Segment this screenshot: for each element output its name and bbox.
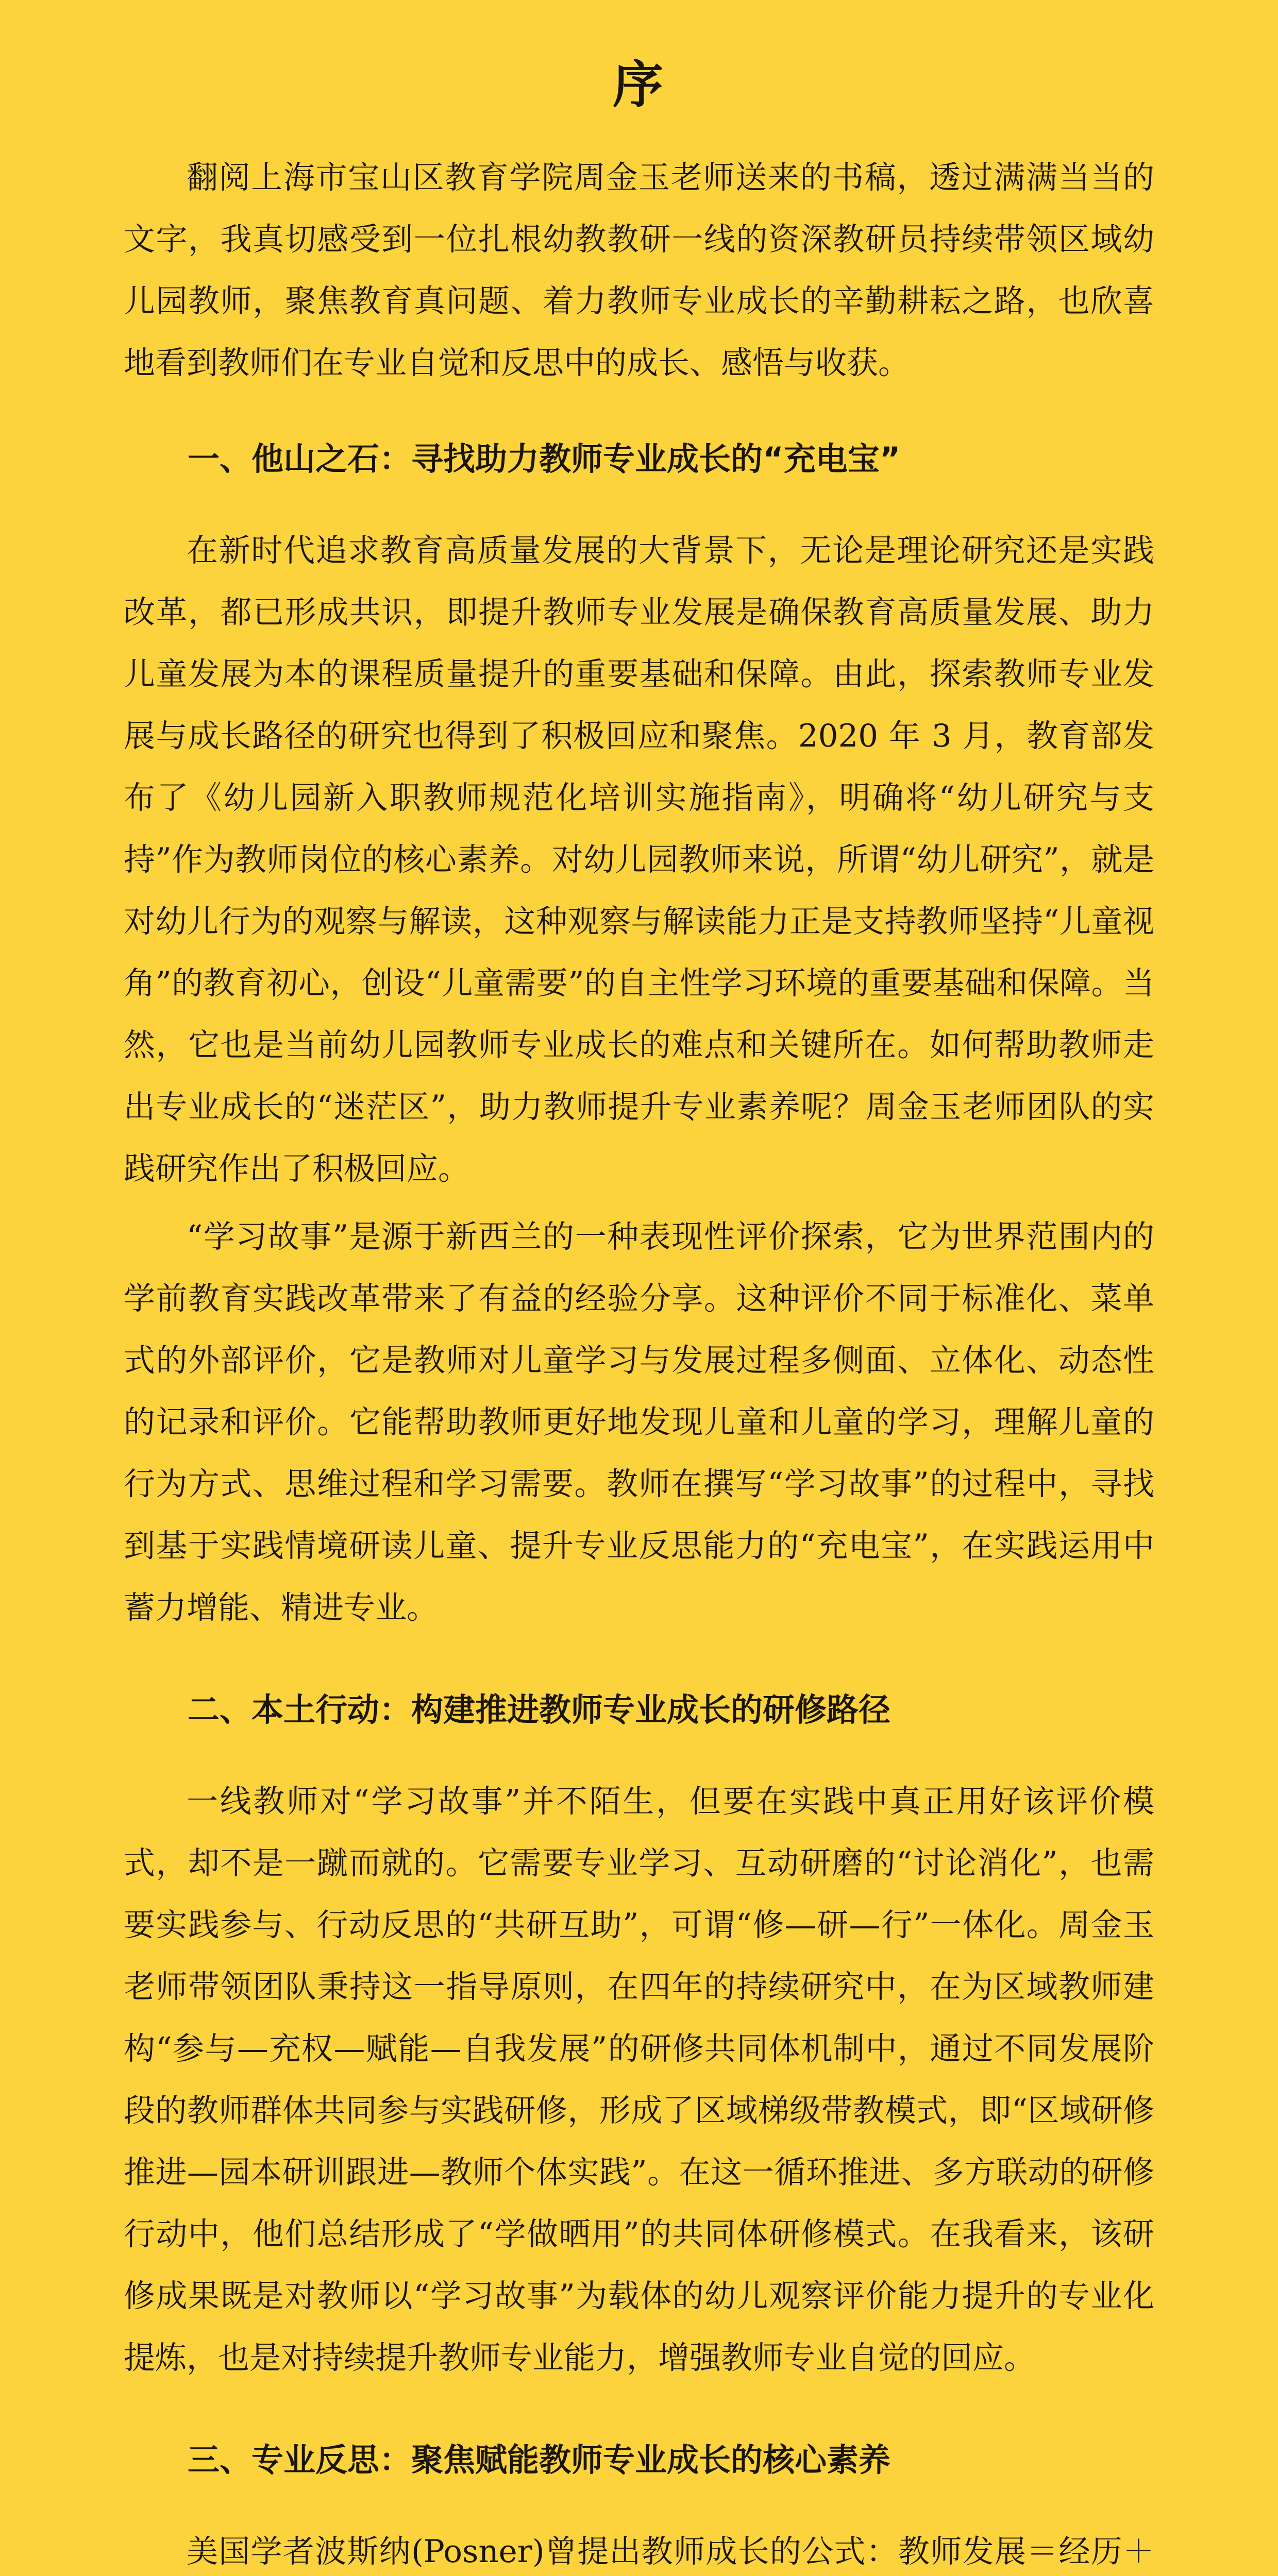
section-1-paragraph-1: 在新时代追求教育高质量发展的大背景下，无论是理论研究还是实践改革，都已形成共识，即提升教师专业发展是确保教育高质量发展、助力儿童发展为本的课程质量提升的重要基础和保障。由此，探索教师专业发展与成长路径的研究也得到了积极回应和聚焦。2020 年 3 月，教育部发布了《幼儿园新入职教师规范化培训实施指南》，明确将“幼儿研究与支持”作为教师岗位的核心素养。对幼儿园教师来说，所谓“幼儿研究”，就是对幼儿行为的观察与解读，这种观察与解读能力正是支持教师坚持“儿童视角”的教育初心，创设“儿童需要”的自主性学习环境的重要基础和保障。当然，它也是当前幼儿园教师专业成长的难点和关键所在。如何帮助教师走出专业成长的“迷茫区”，助力教师提升专业素养呢？周金玉老师团队的实践研究作出了积极回应。 (124, 532, 1154, 1187)
section-3-heading: 三、专业反思：聚焦赋能教师专业成长的核心素养 (188, 2441, 891, 2479)
intro-paragraph: 翻阅上海市宝山区教育学院周金玉老师送来的书稿，透过满满当当的文字，我真切感受到一位扎根幼教教研一线的资深教研员持续带领区域幼儿园教师，聚焦教育真问题、着力教师专业成长的辛勤耕耘之路，也欣喜地看到教师们在专业自觉和反思中的成长、感悟与收获。 (124, 159, 1154, 381)
page-title: 序 (612, 56, 665, 114)
section-1-paragraph-2: “学习故事”是源于新西兰的一种表现性评价探索，它为世界范围内的学前教育实践改革带来了有益的经验分享。这种评价不同于标准化、菜单式的外部评价，它是教师对儿童学习与发展过程多侧面、立体化、动态性的记录和评价。它能帮助教师更好地发现儿童和儿童的学习，理解儿童的行为方式、思维过程和学习需要。教师在撰写“学习故事”的过程中，寻找到基于实践情境研读儿童、提升专业反思能力的“充电宝”，在实践运用中蓄力增能、精进专业。 (124, 1218, 1154, 1626)
section-1-heading: 一、他山之石：寻找助力教师专业成长的“充电宝” (188, 440, 901, 478)
section-3-paragraph-1: 美国学者波斯纳(Posner)曾提出教师成长的公式：教师发展＝经历＋ (187, 2533, 1154, 2570)
section-2-heading: 二、本土行动：构建推进教师专业成长的研修路径 (188, 1691, 891, 1728)
section-2-paragraph-1: 一线教师对“学习故事”并不陌生，但要在实践中真正用好该评价模式，却不是一蹴而就的。它需要专业学习、互动研磨的“讨论消化”，也需要实践参与、行动反思的“共研互助”，可谓“修—研—行”一体化。周金玉老师带领团队秉持这一指导原则，在四年的持续研究中，在为区域教师建构“参与—充权—赋能—自我发展”的研修共同体机制中，通过不同发展阶段的教师群体共同参与实践研修，形成了区域梯级带教模式，即“区域研修推进—园本研训跟进—教师个体实践”。在这一循环推进、多方联动的研修行动中，他们总结形成了“学做晒用”的共同体研修模式。在我看来，该研修成果既是对教师以“学习故事”为载体的幼儿观察评价能力提升的专业化提炼，也是对持续提升教师专业能力，增强教师专业自觉的回应。 (124, 1783, 1154, 2376)
